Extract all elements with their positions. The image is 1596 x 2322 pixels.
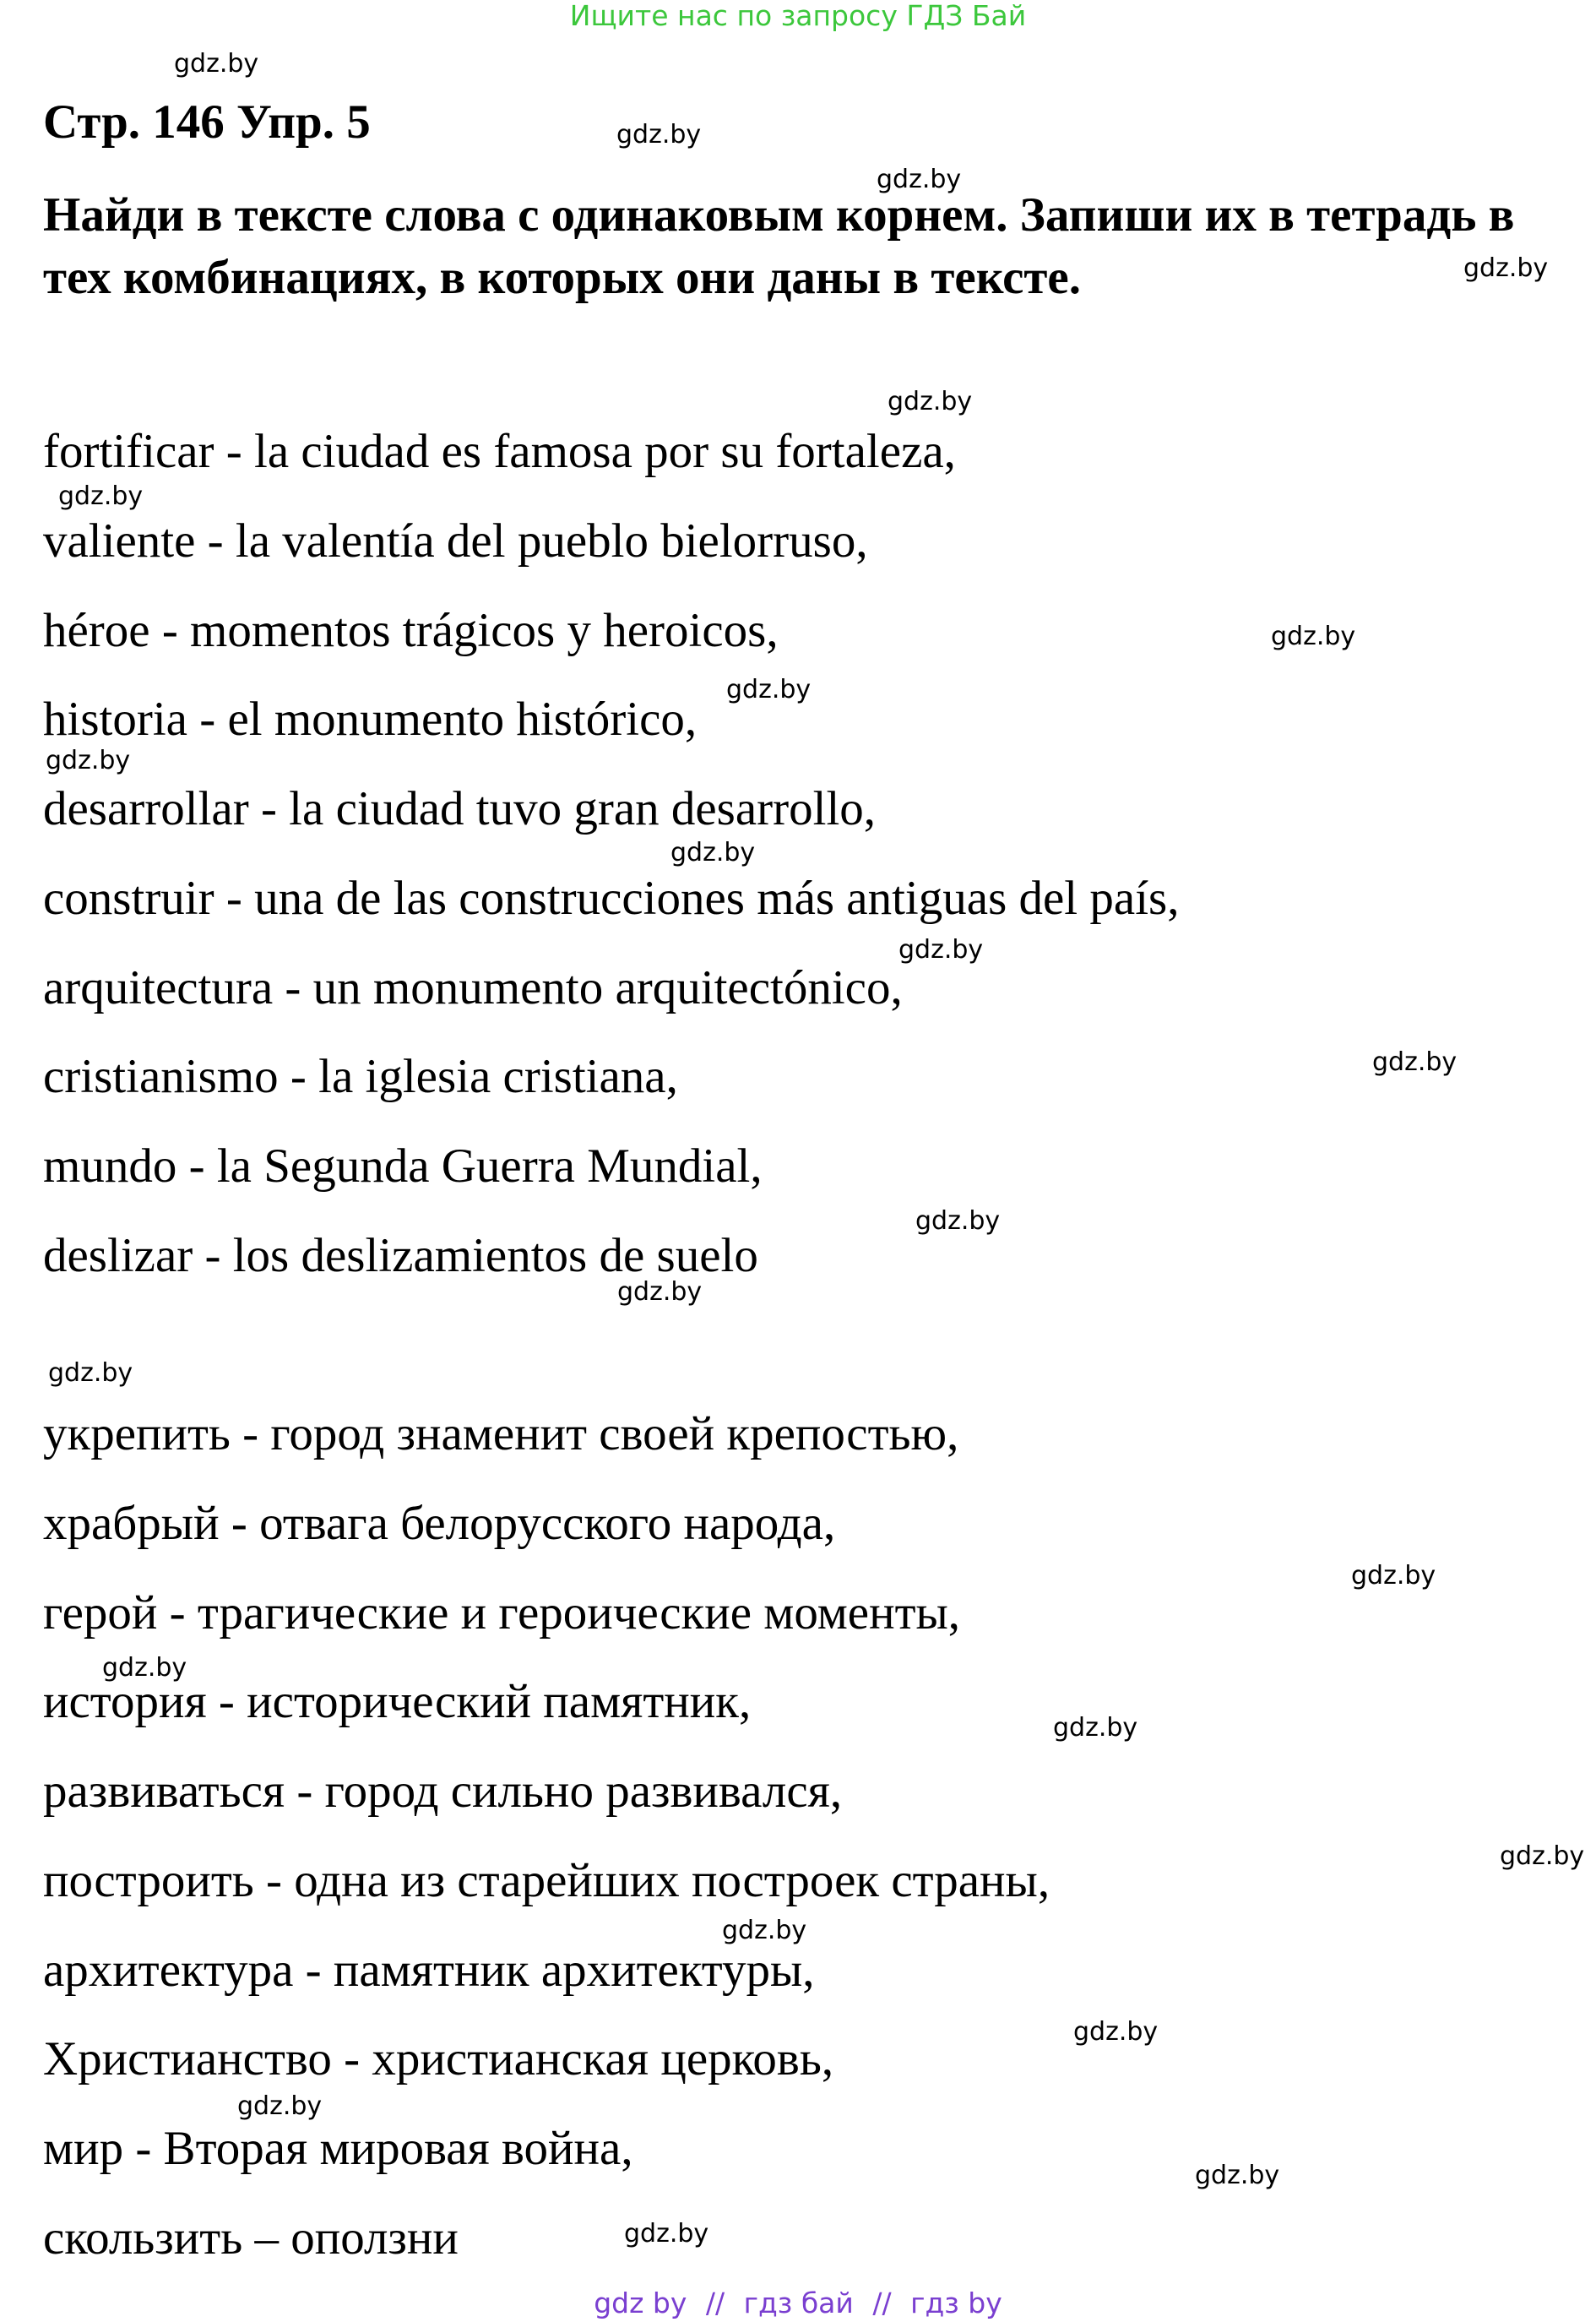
watermark: gdz.by (726, 675, 812, 704)
watermark: gdz.by (877, 165, 962, 194)
list-item: deslizar - los deslizamientos de suelo (43, 1229, 758, 1282)
list-item: мир - Вторая мировая война, (43, 2122, 633, 2175)
watermark: gdz.by (1073, 2017, 1159, 2047)
list-item: построить - одна из старейших построек страны, (43, 1854, 1050, 1907)
watermark: gdz.by (616, 120, 702, 150)
list-item: desarrollar - la ciudad tuvo gran desarrollo, (43, 782, 877, 835)
list-item: архитектура - памятник архитектуры, (43, 1944, 815, 1997)
watermark: gdz.by (1271, 622, 1356, 651)
watermark: gdz.by (1372, 1047, 1458, 1077)
footer-link-gdz-bai[interactable]: гдз бай (743, 2287, 854, 2319)
watermark: gdz.by (58, 481, 144, 511)
task-instruction: Найди в тексте слова с одинаковым корнем. Запиши их в тетрадь в тех комбинациях, в которых они даны в тексте. (43, 188, 1515, 304)
watermark: gdz.by (1500, 1841, 1585, 1871)
watermark: gdz.by (48, 1358, 133, 1388)
watermark: gdz.by (1463, 253, 1549, 283)
footer-link-gdz-by[interactable]: gdz by (594, 2287, 687, 2319)
watermark: gdz.by (624, 2219, 709, 2249)
list-item: valiente - la valentía del pueblo bielorruso, (43, 514, 868, 568)
list-item: fortificar - la ciudad es famosa por su fortaleza, (43, 425, 956, 478)
watermark: gdz.by (1195, 2161, 1280, 2190)
watermark: gdz.by (898, 935, 984, 965)
watermark: gdz.by (722, 1916, 807, 1945)
watermark: gdz.by (237, 2091, 323, 2121)
list-item: развиваться - город сильно развивался, (43, 1765, 843, 1818)
watermark: gdz.by (617, 1277, 703, 1307)
footer-separator: // (872, 2287, 892, 2319)
watermark: gdz.by (46, 746, 131, 775)
list-item: Христианство - христианская церковь, (43, 2032, 834, 2085)
list-item: construir - una de las construcciones más antiguas del país, (43, 872, 1180, 925)
watermark: gdz.by (102, 1653, 187, 1683)
footer-links (0, 2287, 1596, 2319)
watermark: gdz.by (670, 838, 756, 867)
list-item: скользить – оползни (43, 2211, 459, 2265)
search-banner: Ищите нас по запросу ГДЗ Бай (569, 0, 1027, 32)
page-title: Стр. 146 Упр. 5 (43, 95, 371, 149)
list-item: история - исторический памятник, (43, 1675, 752, 1728)
list-item: храбрый - отвага белорусского народа, (43, 1497, 836, 1550)
list-item: mundo - la Segunda Guerra Mundial, (43, 1139, 763, 1193)
footer-separator: // (705, 2287, 725, 2319)
watermark: gdz.by (888, 387, 973, 416)
watermark: gdz.by (174, 49, 259, 79)
watermark: gdz.by (1351, 1561, 1436, 1591)
list-item: arquitectura - un monumento arquitectónico, (43, 961, 903, 1014)
footer-link-gdz-by-ru[interactable]: гдз by (910, 2287, 1002, 2319)
list-item: укрепить - город знаменит своей крепостью, (43, 1407, 959, 1460)
list-item: герой - трагические и героические моменты, (43, 1586, 961, 1640)
list-item: historia - el monumento histórico, (43, 693, 698, 746)
list-item: cristianismo - la iglesia cristiana, (43, 1050, 678, 1103)
list-item: héroe - momentos trágicos y heroicos, (43, 604, 779, 657)
watermark: gdz.by (915, 1206, 1001, 1236)
watermark: gdz.by (1053, 1713, 1138, 1743)
